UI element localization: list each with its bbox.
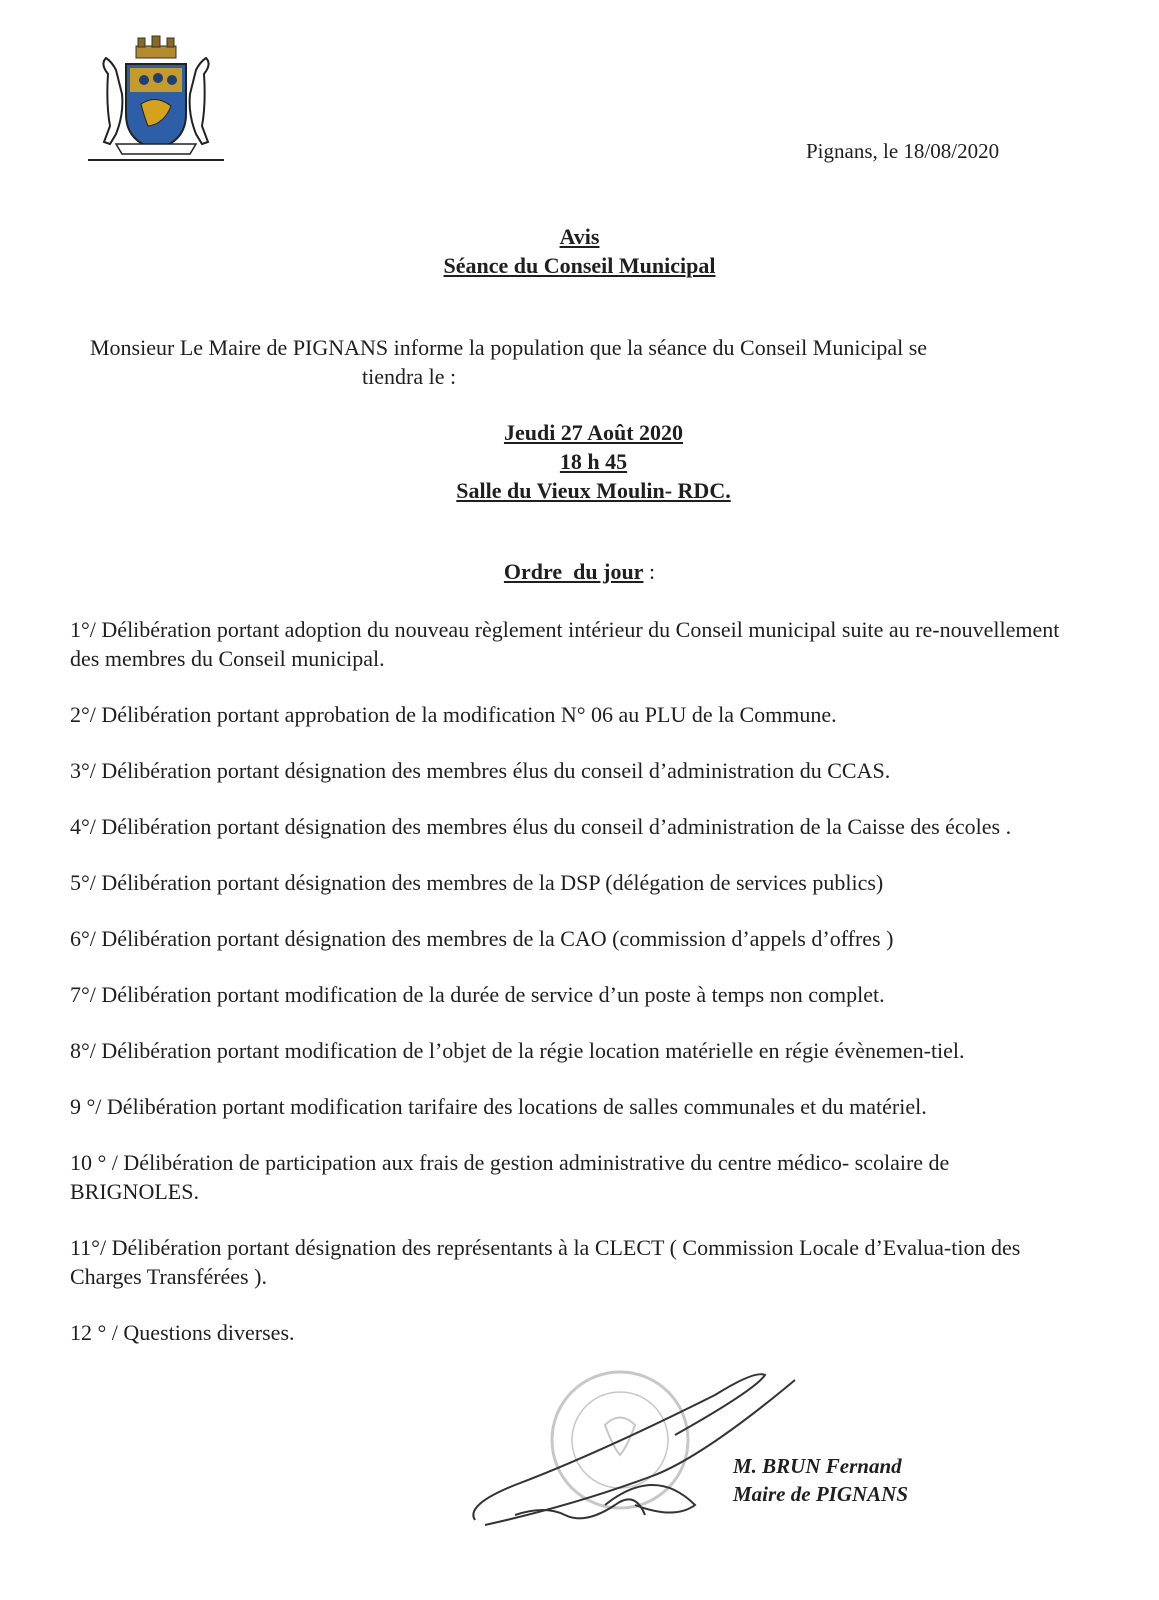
notice-title-line1: Avis — [559, 224, 600, 249]
right-supporter-icon — [190, 58, 209, 144]
agenda-item: 3°/ Délibération portant désignation des membres élus du conseil d’administration du CCAS. — [70, 758, 891, 783]
agenda-list — [70, 615, 1060, 1374]
left-supporter-icon — [103, 58, 122, 144]
agenda-item: 1°/ Délibération portant adoption du nouveau règlement intérieur du Conseil municipal suite au re-nouvellement des membres du Conseil municipal. — [70, 617, 1060, 671]
place-date: Pignans, le 18/08/2020 — [806, 139, 1000, 163]
meeting-details — [14, 418, 1159, 505]
intro-paragraph — [90, 333, 1075, 391]
agenda-item: 10 ° / Délibération de participation aux frais de gestion administrative du centre médico- scolaire de BRIGNOLES. — [70, 1150, 950, 1204]
agenda-heading — [0, 559, 1159, 585]
signatory-role: Maire de PIGNANS — [733, 1482, 909, 1506]
notice-title-line2: Séance du Conseil Municipal — [443, 253, 716, 278]
meeting-time: 18 h 45 — [559, 449, 628, 474]
crown-icon — [136, 36, 176, 58]
agenda-item: 5°/ Délibération portant désignation des membres de la DSP (délégation de services publics) — [70, 870, 884, 895]
signatory-name: M. BRUN Fernand — [733, 1454, 902, 1478]
agenda-item: 9 °/ Délibération portant modification tarifaire des locations de salles communales et du matériel. — [70, 1094, 927, 1119]
agenda-item: 8°/ Délibération portant modification de l’objet de la régie location matérielle en régie évènemen-tiel. — [70, 1038, 965, 1063]
agenda-item: 6°/ Délibération portant désignation des membres de la CAO (commission d’appels d’offres ) — [70, 926, 894, 951]
agenda-item: 4°/ Délibération portant désignation des membres élus du conseil d’administration de la Caisse des écoles . — [70, 814, 1012, 839]
notice-title — [0, 222, 1159, 280]
agenda-item: 12 ° / Questions diverses. — [70, 1320, 295, 1345]
intro-line2: tiendra le : — [362, 364, 457, 389]
coat-of-arms-logo — [86, 34, 226, 164]
agenda-heading-text: Ordre du jour — [503, 559, 644, 584]
agenda-item: 2°/ Délibération portant approbation de la modification N° 06 au PLU de la Commune. — [70, 702, 837, 727]
agenda-item: 7°/ Délibération portant modification de la durée de service d’un poste à temps non complet. — [70, 982, 885, 1007]
agenda-item: 11°/ Délibération portant désignation des représentants à la CLECT ( Commission Locale d’Evalua-tion des Charges Transférées ). — [70, 1235, 1021, 1289]
meeting-date: Jeudi 27 Août 2020 — [503, 420, 684, 445]
crest-banner — [116, 144, 196, 154]
signatory-block — [733, 1452, 908, 1508]
agenda-heading-suffix: : — [643, 559, 656, 584]
meeting-location: Salle du Vieux Moulin- RDC. — [456, 478, 731, 503]
intro-line1: Monsieur Le Maire de PIGNANS informe la population que la séance du Conseil Municipal se — [90, 335, 928, 360]
